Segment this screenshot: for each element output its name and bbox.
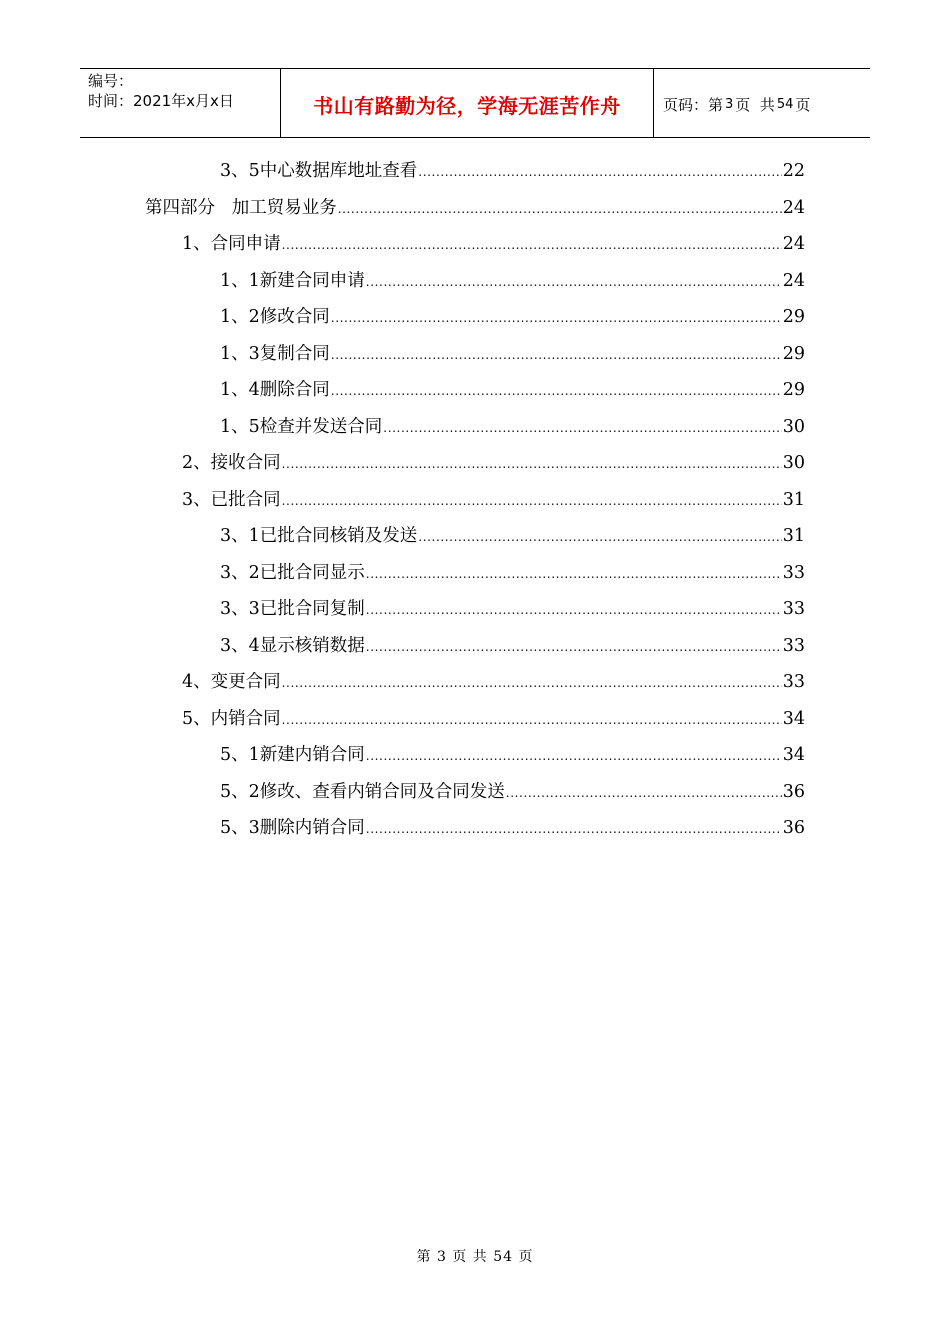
toc-entry-page: 24 [782,197,805,218]
toc-leader-dots [282,668,782,698]
toc-entry-page: 33 [782,672,805,692]
toc-entry-page: 31 [782,489,805,510]
page-footer [0,1246,950,1266]
toc-entry[interactable] [220,302,805,332]
toc-entry-label: 3、5中心数据库地址查看 [220,161,418,181]
toc-leader-dots [366,741,782,771]
toc-entry-page: 29 [782,307,805,327]
toc-entry[interactable] [220,594,805,624]
toc-entry-label: 3、1已批合同核销及发送 [220,526,418,546]
toc-entry-label: 3、已批合同 [182,489,281,510]
motto-text: 书山有路勤为径，学海无涯苦作舟 [313,93,621,118]
toc-entry-page: 29 [782,380,805,400]
page-current: 3 [725,96,734,112]
serial-label: 编号： [88,72,134,90]
toc-entry[interactable] [220,813,805,843]
toc-entry-page: 33 [782,562,805,583]
toc-entry-label: 5、3删除内销合同 [220,818,365,838]
footer-page-number: 第 3 页 共 54 页 [416,1249,534,1265]
toc-entry-page: 22 [782,161,805,181]
toc-entry[interactable] [220,558,805,588]
header-meta [80,69,281,137]
toc-leader-dots [282,486,782,516]
toc-entry-label: 3、3已批合同复制 [220,599,365,619]
toc-leader-dots [383,413,781,443]
toc-entry-page: 36 [782,818,805,838]
toc-entry-label: 5、1新建内销合同 [220,745,365,765]
toc-entry[interactable] [182,667,805,697]
toc-entry-label: 5、2修改、查看内销合同及合同发送 [220,781,505,802]
toc-entry-label: 3、2已批合同显示 [220,562,365,583]
page-mid: 页 共 [735,95,775,114]
time-label: 时间：2021年x月x日 [88,92,234,110]
toc-entry-label: 1、2修改合同 [220,307,330,327]
toc-leader-dots [282,705,782,735]
toc-leader-dots [338,194,782,224]
toc-entry[interactable] [182,448,805,478]
toc-entry-label: 3、4显示核销数据 [220,635,365,656]
toc-leader-dots [331,340,782,370]
toc-entry-label: 1、合同申请 [182,234,281,254]
toc-entry-page: 30 [782,416,805,437]
toc-entry[interactable] [220,777,805,807]
toc-leader-dots [418,157,781,187]
toc-entry-label: 1、5检查并发送合同 [220,416,383,437]
toc-leader-dots [331,376,782,406]
page-label: 页码：第 [663,95,724,114]
toc-leader-dots [366,595,782,625]
toc-entry-page: 33 [782,599,805,619]
page-total: 54 [776,96,794,112]
toc-entry-page: 34 [782,745,805,765]
toc-entry-page: 36 [782,781,805,802]
toc-entry-label: 1、4删除合同 [220,380,330,400]
toc-entry-label: 1、1新建合同申请 [220,270,365,291]
header-page-info [654,69,870,137]
toc-leader-dots [331,303,782,333]
toc-leader-dots [506,778,782,808]
page-end: 页 [795,95,811,114]
toc-entry-label: 1、3复制合同 [220,343,330,364]
toc-entry[interactable] [220,740,805,770]
toc-leader-dots [282,449,782,479]
toc-leader-dots [366,559,782,589]
toc-entry[interactable] [182,229,805,259]
toc-entry-page: 34 [782,708,805,729]
toc-entry[interactable] [182,704,805,734]
toc-entry-label: 5、内销合同 [182,708,281,729]
toc-leader-dots [366,814,782,844]
toc-leader-dots [366,632,782,662]
toc-entry[interactable] [220,631,805,661]
toc-entry[interactable] [220,412,805,442]
toc-entry[interactable] [220,156,805,186]
toc-entry[interactable] [220,339,805,369]
toc-entry-label: 4、变更合同 [182,672,281,692]
toc-entry-page: 31 [782,526,805,546]
toc-leader-dots [418,522,781,552]
toc-entry[interactable] [220,375,805,405]
toc-leader-dots [282,230,782,260]
toc-entry-page: 24 [782,234,805,254]
toc-entry-page: 33 [782,635,805,656]
toc-entry[interactable] [182,485,805,515]
toc-entry-page: 29 [782,343,805,364]
toc-leader-dots [366,267,782,297]
toc-entry-page: 30 [782,453,805,473]
toc-entry-label: 2、接收合同 [182,453,281,473]
toc-entry[interactable] [220,521,805,551]
toc-entry-page: 24 [782,270,805,291]
toc-entry-label: 第四部分 加工贸易业务 [145,197,337,218]
page-header [80,68,870,138]
header-motto [281,69,654,137]
toc-entry[interactable] [220,266,805,296]
toc-entry[interactable] [145,193,805,223]
